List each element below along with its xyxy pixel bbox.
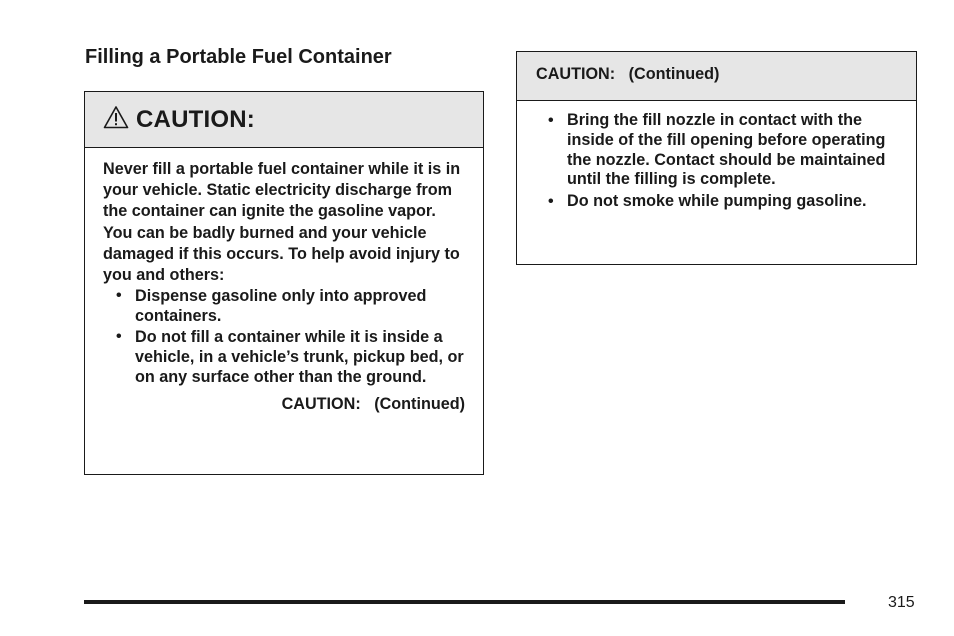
caution-bullet-item: • Do not fill a container while it is inside a vehicle, in a vehicle’s trunk, pickup bed, or on any surface other than the ground. [103, 327, 465, 387]
continued-bullet-list [535, 111, 898, 212]
continued-label: CAUTION: (Continued) [281, 395, 465, 414]
caution-box [84, 91, 484, 475]
footer-rule [84, 600, 845, 604]
caution-bullet-list [103, 286, 465, 387]
page-number: 315 [888, 594, 915, 611]
continued-bullet-item: • Bring the fill nozzle in contact with the inside of the fill opening before operating the nozzle. Contact should be maintained until the filling is complete. [535, 111, 898, 190]
continued-bullet-item: • Do not smoke while pumping gasoline. [535, 191, 898, 212]
caution-continued-box [516, 51, 917, 265]
caution-bullet-item: • Dispense gasoline only into approved containers. [103, 286, 465, 326]
caution-header [85, 92, 483, 148]
caution-continued-body [517, 101, 916, 212]
caution-continued-header: CAUTION: (Continued) [517, 52, 916, 101]
caution-body [85, 148, 483, 415]
section-title: Filling a Portable Fuel Container [85, 46, 392, 68]
caution-title: CAUTION: [136, 105, 255, 133]
caution-text: Never fill a portable fuel container while it is in your vehicle. Static electricity discharge from the container can ignite the gasoline vapor. You can be badly burned and your vehicle damaged if this occurs. To help avoid injury to you and others: [103, 160, 461, 285]
warning-triangle-icon [103, 105, 129, 129]
